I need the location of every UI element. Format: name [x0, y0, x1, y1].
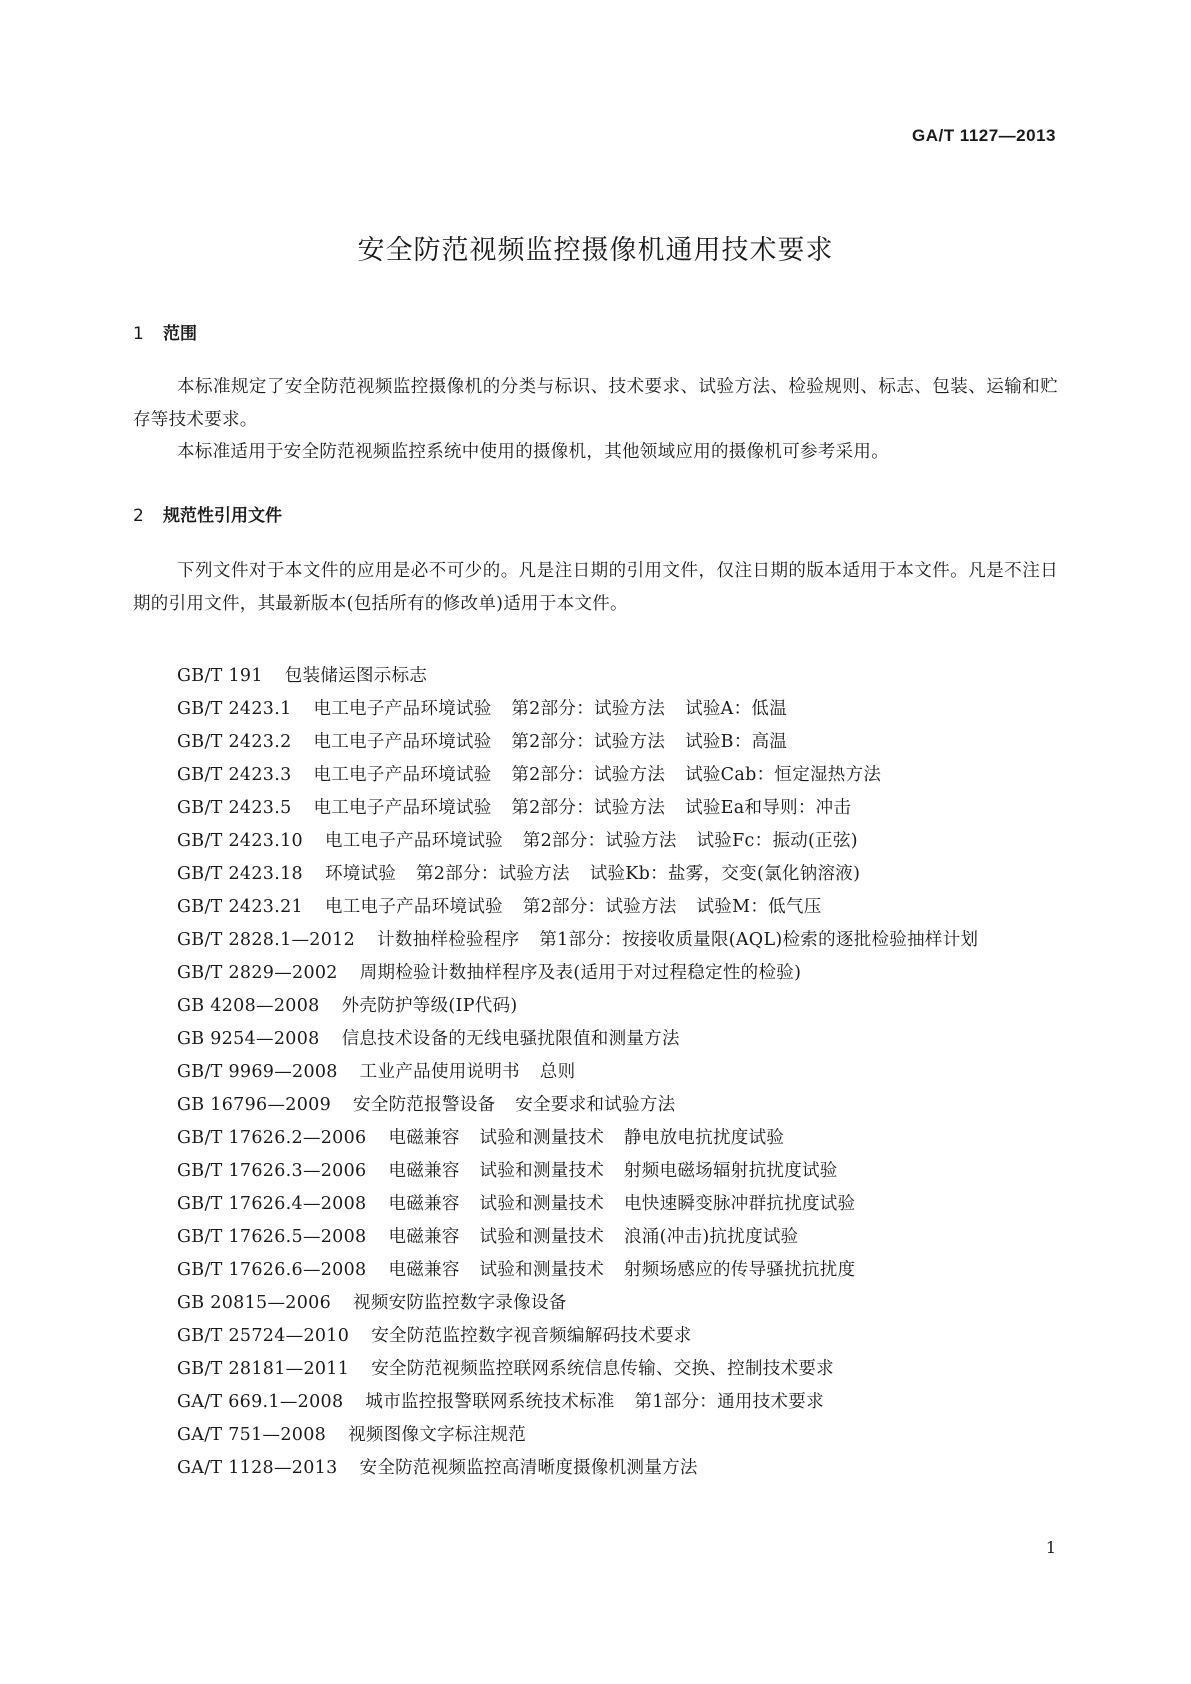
section-number: 1	[133, 324, 144, 344]
reference-item	[133, 825, 1058, 858]
reference-code: GA/T 751—2008	[177, 1425, 327, 1445]
reference-code: GB/T 17626.6—2008	[177, 1260, 367, 1280]
reference-code: GB 9254—2008	[177, 1029, 320, 1049]
reference-code: GB/T 17626.2—2006	[177, 1128, 367, 1148]
reference-title: 包装储运图示标志	[284, 666, 428, 686]
reference-title: 安全防范报警设备 安全要求和试验方法	[353, 1095, 676, 1115]
reference-item	[133, 693, 1058, 726]
reference-code: GB/T 25724—2010	[177, 1326, 350, 1346]
reference-title: 电磁兼容 试验和测量技术 射频场感应的传导骚扰抗扰度	[388, 1260, 856, 1280]
reference-title: 环境试验 第2部分：试验方法 试验Kb：盐雾，交变(氯化钠溶液)	[324, 864, 861, 884]
section-title: 规范性引用文件	[163, 506, 282, 526]
reference-code: GB/T 2423.3	[177, 765, 292, 785]
reference-title: 信息技术设备的无线电骚扰限值和测量方法	[341, 1029, 680, 1049]
reference-code: GA/T 669.1—2008	[177, 1392, 344, 1412]
reference-code: GB/T 2423.2	[177, 732, 292, 752]
reference-item	[133, 957, 1058, 990]
reference-code: GB/T 17626.3—2006	[177, 1161, 367, 1181]
reference-title: 电磁兼容 试验和测量技术 电快速瞬变脉冲群抗扰度试验	[388, 1194, 856, 1214]
reference-title: 安全防范视频监控联网系统信息传输、交换、控制技术要求	[371, 1359, 834, 1379]
reference-code: GA/T 1128—2013	[177, 1458, 338, 1478]
reference-code: GB 4208—2008	[177, 996, 320, 1016]
reference-item	[133, 858, 1058, 891]
reference-title: 工业产品使用说明书 总则	[359, 1062, 576, 1082]
reference-item	[133, 1056, 1058, 1089]
reference-item	[133, 1452, 1058, 1485]
reference-item	[133, 660, 1058, 693]
reference-code: GB/T 2829—2002	[177, 963, 338, 983]
reference-code: GB 16796—2009	[177, 1095, 332, 1115]
reference-item	[133, 1386, 1058, 1419]
reference-title: 电磁兼容 试验和测量技术 浪涌(冲击)抗扰度试验	[388, 1227, 799, 1247]
reference-title: 视频图像文字标注规范	[348, 1425, 527, 1445]
reference-item	[133, 759, 1058, 792]
reference-code: GB/T 2423.21	[177, 897, 303, 917]
reference-code: GB/T 9969—2008	[177, 1062, 338, 1082]
reference-item	[133, 1254, 1058, 1287]
reference-item	[133, 1155, 1058, 1188]
reference-title: 城市监控报警联网系统技术标准 第1部分：通用技术要求	[365, 1392, 824, 1412]
reference-code: GB/T 2423.1	[177, 699, 292, 719]
reference-title: 电工电子产品环境试验 第2部分：试验方法 试验Ea和导则：冲击	[313, 798, 852, 818]
reference-item	[133, 924, 1058, 957]
reference-title: 电磁兼容 试验和测量技术 静电放电抗扰度试验	[388, 1128, 785, 1148]
reference-code: GB/T 2423.10	[177, 831, 303, 851]
reference-title: 周期检验计数抽样程序及表(适用于对过程稳定性的检验)	[359, 963, 802, 983]
reference-item	[133, 1221, 1058, 1254]
reference-title: 安全防范监控数字视音频编解码技术要求	[371, 1326, 692, 1346]
reference-title: 外壳防护等级(IP代码)	[341, 996, 518, 1016]
reference-code: GB 20815—2006	[177, 1293, 332, 1313]
reference-item	[133, 792, 1058, 825]
reference-title: 电工电子产品环境试验 第2部分：试验方法 试验M：低气压	[324, 897, 822, 917]
reference-item	[133, 1122, 1058, 1155]
reference-title: 电工电子产品环境试验 第2部分：试验方法 试验Fc：振动(正弦)	[324, 831, 858, 851]
reference-title: 视频安防监控数字录像设备	[353, 1293, 567, 1313]
reference-title: 电工电子产品环境试验 第2部分：试验方法 试验A：低温	[313, 699, 788, 719]
reference-code: GB/T 2828.1—2012	[177, 930, 356, 950]
normative-references-intro: 下列文件对于本文件的应用是必不可少的。凡是注日期的引用文件，仅注日期的版本适用于本文件。凡是不注日期的引用文件，其最新版本(包括所有的修改单)适用于本文件。	[133, 561, 1058, 614]
scope-paragraph-1: 本标准规定了安全防范视频监控摄像机的分类与标识、技术要求、试验方法、检验规则、标志、包装、运输和贮存等技术要求。	[133, 377, 1058, 430]
reference-code: GB/T 2423.18	[177, 864, 303, 884]
standard-code: GA/T 1127—2013	[911, 126, 1056, 145]
section-title: 范围	[163, 324, 197, 344]
page-number: 1	[1045, 1538, 1056, 1557]
reference-code: GB/T 17626.4—2008	[177, 1194, 367, 1214]
reference-item	[133, 990, 1058, 1023]
scope-paragraph-2: 本标准适用于安全防范视频监控系统中使用的摄像机，其他领域应用的摄像机可参考采用。	[177, 442, 889, 462]
section-number: 2	[133, 506, 144, 526]
reference-title: 安全防范视频监控高清晰度摄像机测量方法	[359, 1458, 698, 1478]
reference-title: 计数抽样检验程序 第1部分：按接收质量限(AQL)检索的逐批检验抽样计划	[377, 930, 979, 950]
reference-item	[133, 1188, 1058, 1221]
reference-title: 电工电子产品环境试验 第2部分：试验方法 试验Cab：恒定湿热方法	[313, 765, 882, 785]
reference-list	[133, 660, 1058, 1485]
reference-item	[133, 1089, 1058, 1122]
reference-item	[133, 891, 1058, 924]
reference-item	[133, 1419, 1058, 1452]
section-1-heading	[133, 319, 197, 344]
reference-code: GB/T 2423.5	[177, 798, 292, 818]
document-title: 安全防范视频监控摄像机通用技术要求	[357, 235, 834, 266]
reference-title: 电磁兼容 试验和测量技术 射频电磁场辐射抗扰度试验	[388, 1161, 838, 1181]
reference-item	[133, 1320, 1058, 1353]
reference-code: GB/T 28181—2011	[177, 1359, 350, 1379]
reference-code: GB/T 191	[177, 666, 263, 686]
reference-item	[133, 1287, 1058, 1320]
reference-item	[133, 1353, 1058, 1386]
reference-title: 电工电子产品环境试验 第2部分：试验方法 试验B：高温	[313, 732, 788, 752]
section-2-heading	[133, 501, 282, 526]
reference-code: GB/T 17626.5—2008	[177, 1227, 367, 1247]
reference-item	[133, 1023, 1058, 1056]
reference-item	[133, 726, 1058, 759]
